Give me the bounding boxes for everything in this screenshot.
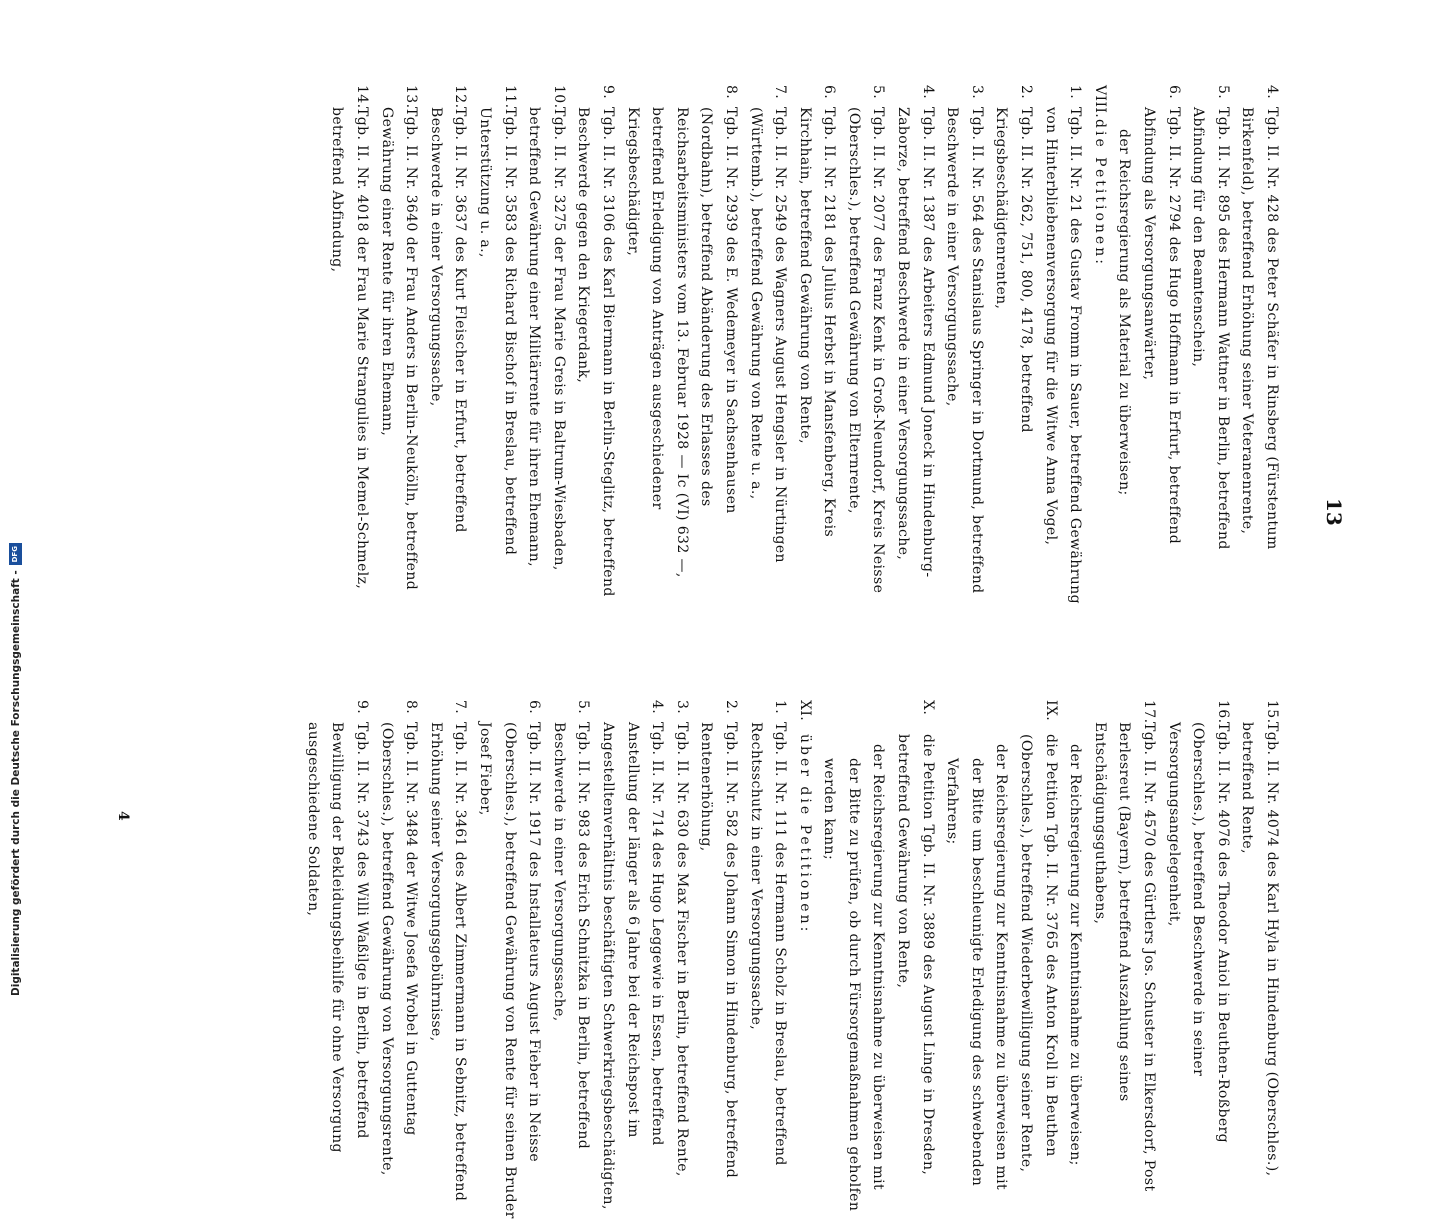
item-number: 4. <box>919 85 936 100</box>
item-text: Tgb. II. Nr. 428 des Peter Schäfer in Rinsberg (Fürstentum Birkenfeld), betreffend Erhöhung seiner Veteranenrente, <box>1239 107 1280 550</box>
item-number: 13. <box>403 85 420 109</box>
item-text: Tgb. II. Nr. 895 des Hermann Wattner in Berlin, betreffend Abfindung für den Beamtenschein, <box>1190 107 1231 550</box>
petition-item <box>669 700 694 1220</box>
item-number: 7. <box>772 85 789 100</box>
item-text: Tgb. II. Nr. 3461 des Albert Zimmermann in Sebnitz, betreffend Erhöhung seiner Versorgungsgebührnisse, <box>427 722 469 1202</box>
item-number: 4. <box>649 700 666 715</box>
petition-item <box>595 700 669 1220</box>
item-text: Tgb. II. Nr. 4076 des Theodor Aniol in Beuthen-Roßberg (Oberschles.), betreffend Beschwerde in seiner Versorgungsangelegenheit, <box>1165 722 1231 1143</box>
item-number: 4. <box>1264 85 1280 100</box>
recommendation-note: der Reichsregierung zur Kenntnisnahme zu überweisen mit der Bitte um beschleunigte Erledigung des schwebenden Verfahrens; <box>944 744 1010 1191</box>
petition-item <box>1136 85 1185 605</box>
item-number: 8. <box>722 85 739 100</box>
item-text: Tgb. II. Nr. 4074 des Karl Hyla in Hindenburg (Oberschles.), betreffend Rente, <box>1239 722 1280 1177</box>
petition-item <box>891 85 940 605</box>
petition-item <box>571 85 620 605</box>
petition-item <box>472 700 546 1220</box>
section-title: über die Petitionen: <box>796 734 813 935</box>
item-number: 1. <box>1067 85 1084 100</box>
section-text: die Petition Tgb. II. Nr. 3765 des Anton Kroll in Beuthen (Oberschles.), betreffend Wiederbewilligung seiner Rente, <box>1018 734 1059 1173</box>
petition-item <box>792 85 841 605</box>
section-text: die Petition Tgb. II. Nr. 3889 des August Linge in Dresden, betreffend Gewährung von Rente, <box>895 734 936 1176</box>
section-number: XI. <box>796 700 813 722</box>
item-text: Tgb. II. Nr. 3743 des Willi Waßilge in Berlin, betreffend Bewilligung der Bekleidungsbeihilfe für ohne Versorgung ausgeschiedene Soldaten, <box>304 722 371 1153</box>
section-number: VIII. <box>1091 85 1108 119</box>
item-text: Tgb. II. Nr. 2549 des Wagners August Hengsler in Nürtingen (Württemb.), betreffend Gewährung von Rente u. a., <box>747 107 789 563</box>
petition-item <box>300 700 374 1220</box>
section-number: IX. <box>1042 700 1059 722</box>
signature-mark: 4 <box>115 811 131 821</box>
item-number: 2. <box>722 700 739 715</box>
item-number: 15. <box>1264 700 1280 724</box>
item-text: Tgb. II. Nr. 3637 des Kurt Fleischer in Erfurt, betreffend Beschwerde in einer Versorgungssache, <box>427 107 469 533</box>
item-text: Tgb. II. Nr. 2077 des Franz Kenk in Groß-Neundorf, Kreis Neisse (Oberschles.), betreffend Gewährung von Elternrente, <box>845 107 887 594</box>
item-text: Tgb. II. Nr. 1917 des Installateurs August Fieber in Neisse (Oberschles.), betreffend Gewährung von Rente für seinen Bruder Josef Fieber, <box>477 722 543 1219</box>
item-number: 6. <box>526 700 543 715</box>
petition-item <box>743 700 792 1220</box>
item-text: Tgb. II. Nr. 3106 des Karl Biermann in Berlin-Steglitz, betreffend Beschwerde gegen den Kriegerdank, <box>575 107 616 597</box>
petition-item <box>1235 700 1284 1220</box>
petition-item <box>1087 700 1161 1220</box>
item-text: Tgb. II. Nr. 3275 der Frau Marie Greis in Baltrum-Wiesbaden, betreffend Gewährung einer Militärrente für ihren Ehemann, <box>526 107 567 571</box>
item-number: 3. <box>673 700 690 715</box>
item-number: 5. <box>870 85 887 100</box>
petition-item <box>472 85 521 605</box>
petition-item <box>423 85 472 605</box>
dfg-logo-icon: DFG <box>9 543 22 565</box>
item-number: 14. <box>354 85 371 109</box>
section-xi <box>792 700 817 1220</box>
item-text: Tgb. II. Nr. 2794 des Hugo Hoffmann in Erfurt, betreffend Abfindung als Versorgungsanwärter, <box>1141 107 1182 545</box>
section-x <box>891 700 940 1220</box>
item-number: 12. <box>452 85 469 109</box>
item-text: Tgb. II. Nr. 630 des Max Fischer in Berlin, betreffend Rente, <box>673 722 690 1177</box>
item-number: 2. <box>1018 85 1035 100</box>
item-text: Tgb. II. Nr. 3484 der Witwe Josefa Wrobel in Guttentag (Oberschles.), betreffend Gewährung von Versorgungsrente, <box>378 722 420 1176</box>
item-number: 16. <box>1214 700 1231 724</box>
section-heading <box>1087 85 1112 605</box>
item-text: Tgb. II. Nr. 564 des Stanislaus Springer in Dortmund, betreffend Beschwerde in einer Versorgungssache, <box>944 107 985 594</box>
item-number: 7. <box>452 700 469 715</box>
petition-list <box>1087 700 1284 1220</box>
item-text: Tgb. II. Nr. 714 des Hugo Leggewie in Essen, betreffend Anstellung der länger als 6 Jahre bei der Reichspost im Angestelltenverhältnis beschäftigten Schwerkriegsbeschädigten, <box>599 722 666 1210</box>
item-text: Tgb. II. Nr. 2181 des Julius Herbst in Mansfenberg, Kreis Kirchhain, betreffend Gewährung von Rente, <box>796 107 838 538</box>
petition-item <box>1186 85 1235 605</box>
section-number: X. <box>919 700 936 716</box>
item-number: 9. <box>354 700 371 715</box>
item-number: 5. <box>575 700 592 715</box>
petition-item <box>1235 85 1284 605</box>
item-number: 9. <box>599 85 616 100</box>
petition-item <box>989 85 1038 605</box>
text-column-right <box>300 700 1284 1220</box>
petition-list <box>325 85 1087 605</box>
item-text: Tgb. II. Nr. 262, 751, 800, 4178, betreffend Kriegsbeschädigtenrenten, <box>993 107 1035 433</box>
item-number: 8. <box>403 700 420 715</box>
item-text: Tgb. II. Nr. 983 des Erich Schnitzka in Berlin, betreffend Beschwerde in einer Versorgungssache, <box>550 722 592 1150</box>
item-text: Tgb. II. Nr. 111 des Hermann Scholz in Breslau, betreffend Rechtsschutz in einer Versorgungssache, <box>747 722 789 1166</box>
page-number: 13 <box>1322 498 1346 526</box>
recommendation-note: der Reichsregierung zur Kenntnisnahme zu überweisen mit der Bitte zu prüfen, ob durch Fürsorgemaßnahmen geholfen werden kann; <box>821 744 887 1212</box>
item-number: 6. <box>821 85 838 100</box>
item-number: 3. <box>968 85 985 100</box>
petition-item <box>423 700 472 1220</box>
item-text: Tgb. II. Nr. 3583 des Richard Bischof in Breslau, betreffend Unterstützung u. a., <box>477 107 518 556</box>
petition-item <box>940 85 989 605</box>
item-number: 6. <box>1165 85 1182 100</box>
petition-list <box>1136 85 1284 605</box>
text-column-left <box>325 85 1284 605</box>
item-text: Tgb. II. Nr. 582 des Johann Simon in Hindenburg, betreffend Rentenerhöhung, <box>698 722 739 1179</box>
item-text: Tgb. II. Nr. 4570 des Gürtlers Jos. Schuster in Elkersdorf, Post Berlesreut (Bayern), betreffend Auszahlung seines Entschädigungsguthabens, <box>1091 722 1158 1192</box>
petition-item <box>743 85 792 605</box>
item-number: 11. <box>501 85 518 109</box>
digitization-credit <box>0 0 24 1000</box>
petition-item <box>620 85 743 605</box>
item-text: Tgb. II. Nr. 2939 des E. Wedemeyer in Sachsenhausen (Nordbahn), betreffend Abänderung des Erlasses des Reichsarbeitsministers vom 13. Februar 1928 — Ic (VI) 632 —, betreffend Erledigung von Anträgen ausgeschiedener Kriegsbeschädigter, <box>624 107 739 578</box>
item-text: Tgb. II. Nr. 4018 der Frau Marie Strangulies in Memel-Schmelz, betreffend Abfindung, <box>329 107 371 590</box>
item-number: 10. <box>550 85 567 109</box>
item-number: 17. <box>1141 700 1158 724</box>
section-title: die Petitionen: <box>1091 119 1108 267</box>
petition-item <box>522 85 571 605</box>
petition-item <box>841 85 890 605</box>
item-number: 1. <box>772 700 789 715</box>
petition-item <box>374 700 423 1220</box>
petition-list <box>300 700 792 1220</box>
recommendation-note: der Reichsregierung als Material zu überweisen; <box>1116 129 1133 496</box>
section-ix <box>1013 700 1062 1220</box>
item-text: Tgb. II. Nr. 3640 der Frau Anders in Berlin-Neukölln, betreffend Gewährung einer Rente für ihren Ehemann, <box>378 107 420 591</box>
petition-item <box>1161 700 1235 1220</box>
petition-item <box>325 85 374 605</box>
petition-item <box>546 700 595 1220</box>
petition-item <box>374 85 423 605</box>
credit-text: Digitalisierung gefördert durch die Deutsche Forschungsgemeinschaft - <box>9 570 22 996</box>
recommendation-note: der Reichsregierung zur Kenntnisnahme zu überweisen; <box>1067 744 1084 1166</box>
item-text: Tgb. II. Nr. 1387 des Arbeiters Edmund Joneck in Hindenburg-Zaborze, betreffend Beschwerde in einer Versorgungssache, <box>895 107 936 578</box>
item-text: Tgb. II. Nr. 21 des Gustav Fromm in Sauer, betreffend Gewährung von Hinterbliebenenversorgung für die Witwe Anna Vogel, <box>1042 107 1084 604</box>
petition-item <box>694 700 743 1220</box>
item-number: 5. <box>1214 85 1231 100</box>
petition-item <box>1038 85 1087 605</box>
